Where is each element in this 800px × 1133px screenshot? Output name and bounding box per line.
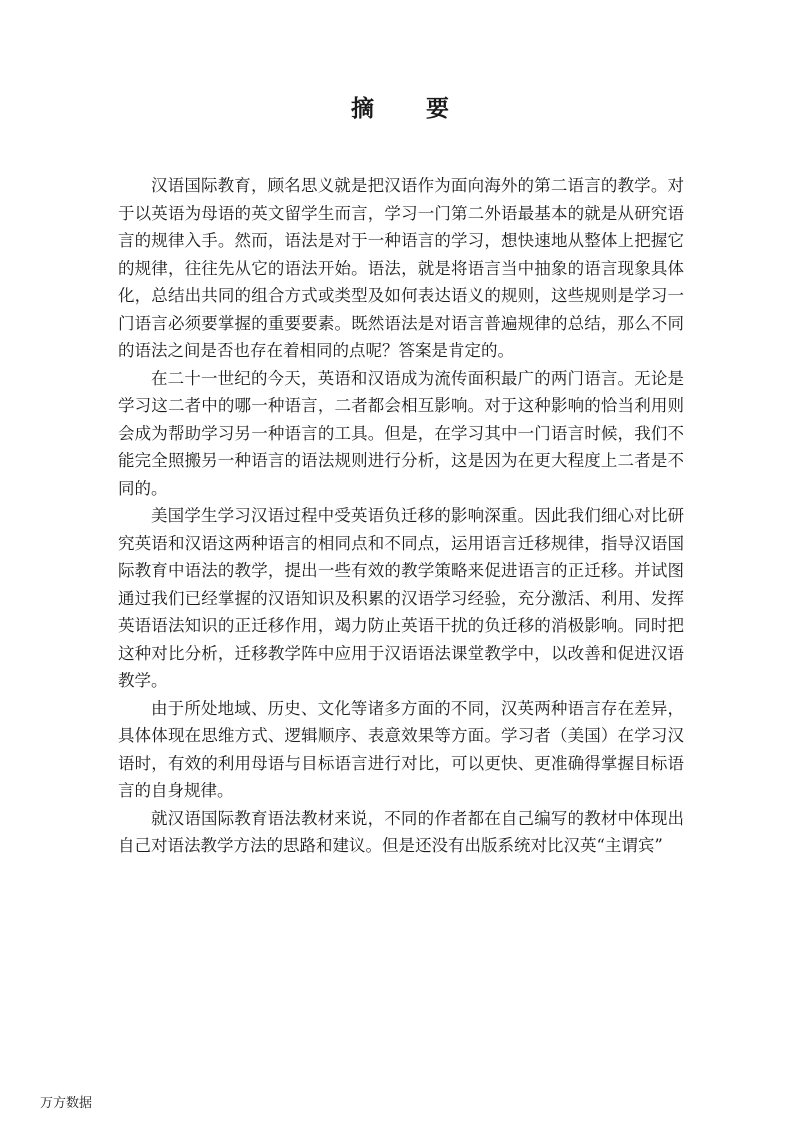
- paragraph-5: 就汉语国际教育语法教材来说，不同的作者都在自己编写的教材中体现出自己对语法教学方法的思路和建议。但是还没有出版系统对比汉英“主谓宾”: [118, 808, 684, 855]
- paragraph-1: 汉语国际教育，顾名思义就是把汉语作为面向海外的第二语言的教学。对于以英语为母语的英文留学生而言，学习一门第二外语最基本的就是从研究语言的规律入手。然而，语法是对于一种语言的学习，想快速地从整体上把握它的规律，往往先从它的语法开始。语法，就是将语言当中抽象的语言现象具体化，总结出共同的组合方式或类型及如何表达语义的规则，这些规则是学习一门语言必须要掌握的重要要素。既然语法是对语言普遍规律的总结，那么不同的语法之间是否也存在着相同的点呢？答案是肯定的。: [118, 176, 684, 360]
- paragraph-2: 在二十一世纪的今天，英语和汉语成为流传面积最广的两门语言。无论是学习这二者中的哪一种语言，二者都会相互影响。对于这种影响的恰当利用则会成为帮助学习另一种语言的工具。但是，在学习其中一门语言时候，我们不能完全照搬另一种语言的语法规则进行分析，这是因为在更大程度上二者是不同的。: [118, 368, 684, 498]
- page-title: 摘 要: [350, 95, 471, 122]
- paragraph-4: 由于所处地域、历史、文化等诸多方面的不同，汉英两种语言存在差异，具体体现在思维方式、逻辑顺序、表意效果等方面。学习者（美国）在学习汉语时，有效的利用母语与目标语言进行对比，可以更快、更准确得掌握目标语言的自身规律。: [118, 698, 684, 800]
- abstract-body: [118, 172, 684, 860]
- footer-watermark: 万方数据: [40, 1096, 93, 1111]
- paragraph-3: 美国学生学习汉语过程中受英语负迁移的影响深重。因此我们细心对比研究英语和汉语这两种语言的相同点和不同点，运用语言迁移规律，指导汉语国际教育中语法的教学，提出一些有效的教学策略来促进语言的正迁移。并试图通过我们已经掌握的汉语知识及积累的汉语学习经验，充分激活、利用、发挥英语语法知识的正迁移作用，竭力防止英语干扰的负迁移的消极影响。同时把这种对比分析，迁移教学阵中应用于汉语语法课堂教学中，以改善和促进汉语教学。: [118, 506, 684, 690]
